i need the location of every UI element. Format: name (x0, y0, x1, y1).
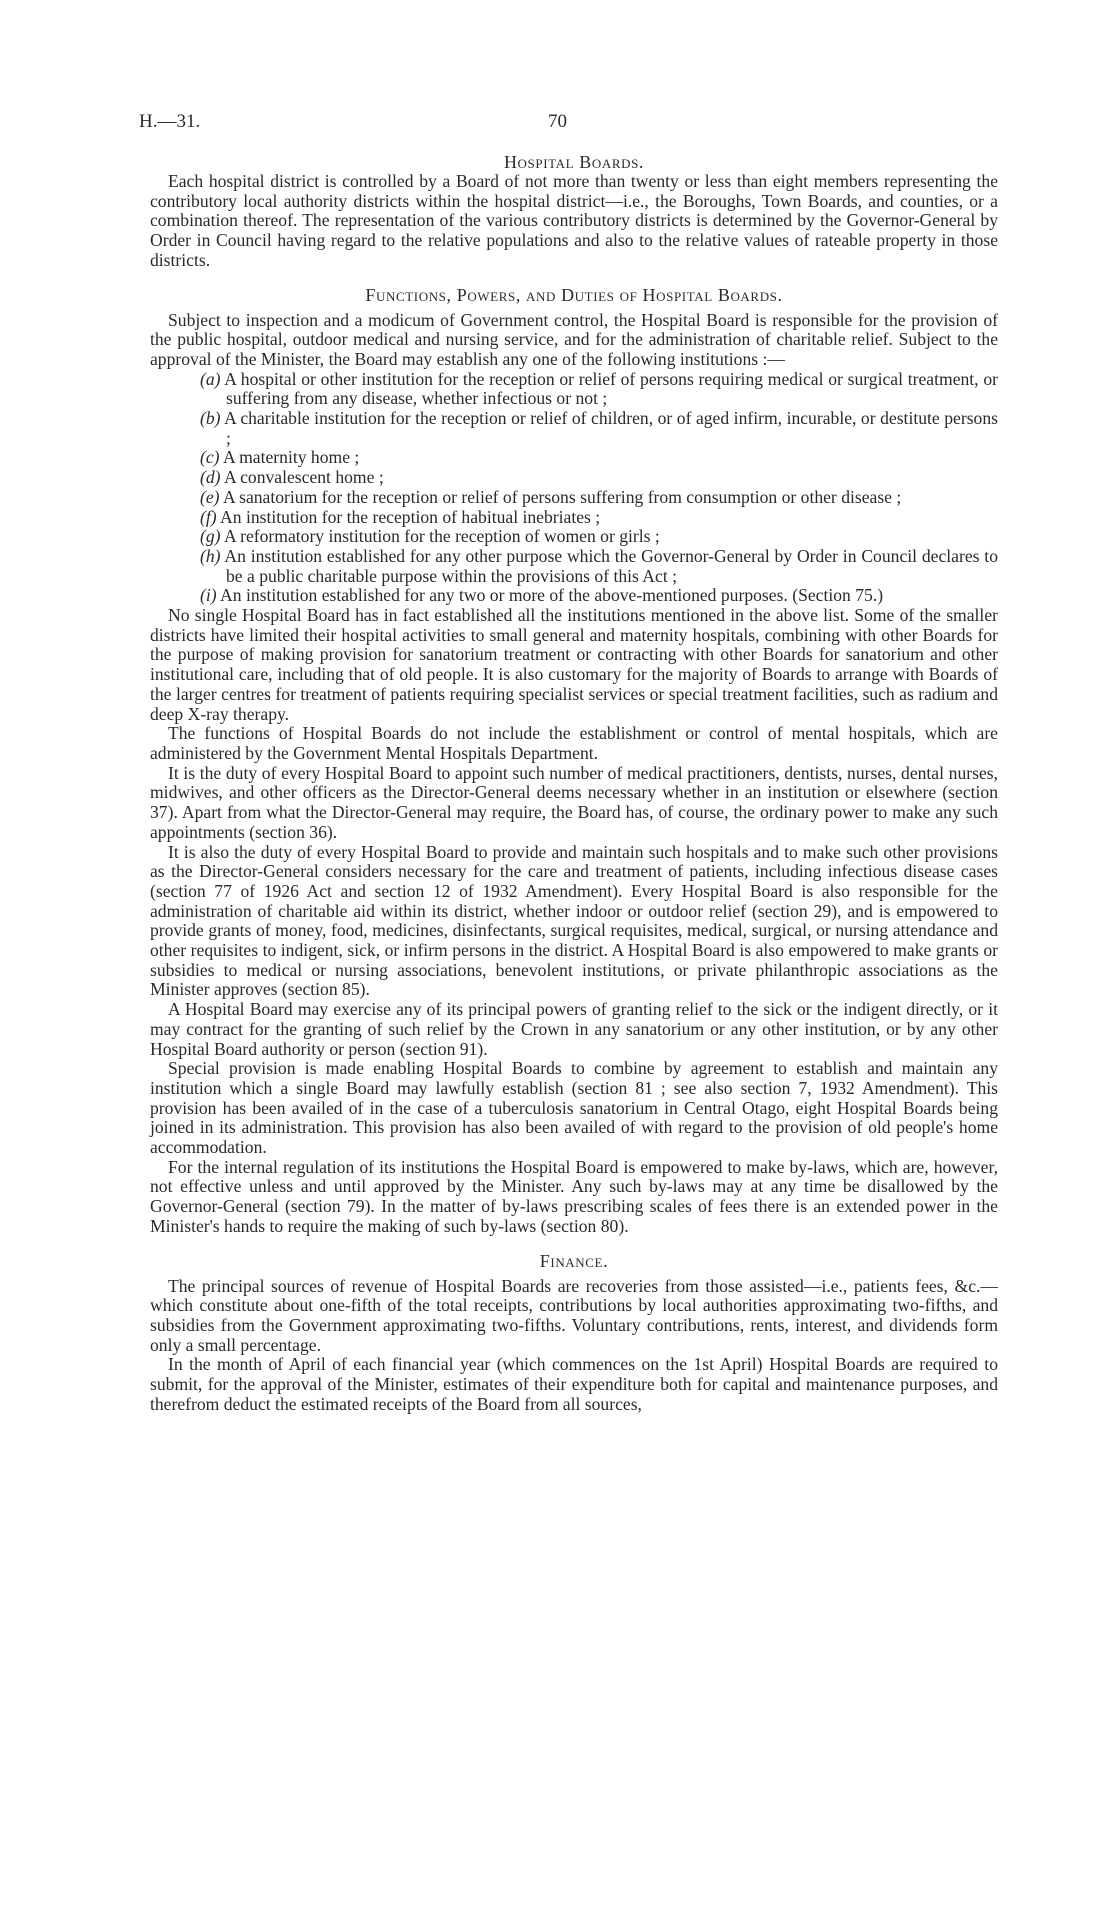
paragraph: The functions of Hospital Boards do not include the establishment or control of mental hospitals, which are administered by the Government Mental Hospitals Department. (150, 723, 998, 763)
list-item (150, 448, 998, 468)
institutions-list (150, 370, 998, 606)
section-heading-finance: Finance. (539, 1250, 609, 1271)
list-item (150, 409, 998, 448)
list-item-text: A sanatorium for the reception or relief of persons suffering from consumption or other disease ; (222, 486, 902, 507)
paragraph: Special provision is made enabling Hospital Boards to combine by agreement to establish and maintain any institution which a single Board may lawfully establish (section 81 ; see also section 7, 1932 Amendment). This provision has been availed of in the case of a tuberculosis sanatorium in Central Otago, eight Hospital Boards being joined in its administration. This provision has also been availed of with regard to the provision of old people's home accommodation. (150, 1058, 998, 1158)
paragraph: Each hospital district is controlled by a Board of not more than twenty or less than eight members representing the contributory local authority districts within the hospital district—i.e., the Boroughs, Town Boards, and counties, or a combination thereof. The representation of the various contributory districts is determined by the Governor-General by Order in Council having regard to the relative populations and also to the relative values of rateable property in those districts. (150, 171, 998, 270)
list-item-text: A charitable institution for the reception or relief of children, or of aged infirm, incurable, or destitute persons ; (224, 408, 998, 448)
list-marker: (b) (200, 408, 221, 429)
list-item-text: A hospital or other institution for the reception or relief of persons requiring medical or surgical treatment, or suffering from any disease, whether infectious or not ; (224, 368, 998, 409)
list-marker: (a) (200, 368, 221, 389)
list-item (150, 527, 998, 547)
section-heading-functions: Functions, Powers, and Duties of Hospital Boards. (365, 284, 783, 305)
list-item-text: A maternity home ; (222, 447, 360, 468)
list-marker: (c) (200, 447, 220, 468)
list-item-text: An institution established for any two or more of the above-mentioned purposes. (Section 75.) (220, 585, 884, 606)
running-header (139, 111, 998, 152)
section-heading-hospital-boards: Hospital Boards. (503, 152, 645, 172)
paragraph: Subject to inspection and a modicum of Government control, the Hospital Board is responsible for the provision of the public hospital, outdoor medical and nursing service, and for the administration of charitable relief. Subject to the approval of the Minister, the Board may establish any one of the following institutions :— (150, 309, 998, 369)
paragraph: It is also the duty of every Hospital Board to provide and maintain such hospitals and to make such other provisions as the Director-General considers necessary for the care and treatment of patients, including infectious disease cases (section 77 of 1926 Act and section 12 of 1932 Amendment). Every Hospital Board is also responsible for the administration of charitable aid within its district, whether indoor or outdoor relief (section 29), and is empowered to provide grants of money, food, medicines, disinfectants, surgical requisites, medical, surgical, or nursing attendance and other requisites to indigent, sick, or infirm persons in the district. A Hospital Board is also empowered to make grants or subsidies to medical or nursing associations, benevolent institutions, or private philanthropic associations as the Minister approves (section 85). (150, 841, 998, 1000)
page-number: 70 (548, 111, 567, 132)
list-item-text: An institution for the reception of habitual inebriates ; (220, 506, 601, 527)
paragraph: For the internal regulation of its institutions the Hospital Board is empowered to make by-laws, which are, however, not effective unless and until approved by the Minister. Any such by-laws may at any time be disallowed by the Governor-General (section 79). In the matter of by-laws prescribing scales of fees there is an extended power in the Minister's hands to require the making of such by-laws (section 80). (150, 1156, 998, 1236)
list-item (150, 547, 998, 586)
list-marker: (d) (200, 467, 221, 488)
list-marker: (f) (200, 506, 217, 527)
document-reference: H.—31. (139, 111, 201, 132)
list-item-text: A reformatory institution for the reception of women or girls ; (223, 526, 660, 547)
list-item-text: An institution established for any other purpose which the Governor-General by Order in Council declares to be a public charitable purpose within the provisions of this Act ; (224, 545, 998, 586)
list-marker: (g) (200, 526, 221, 547)
list-item-text: A convalescent home ; (223, 467, 384, 488)
list-item (150, 586, 998, 606)
paragraph: The principal sources of revenue of Hospital Boards are recoveries from those assisted—i.e., patients fees, &c.—which constitute about one-fifth of the total receipts, contributions by local authorities approximating two-fifths, and subsidies from the Government approximating two-fifths. Voluntary contributions, rents, interest, and dividends form only a small percentage. (150, 1275, 998, 1355)
paragraph: No single Hospital Board has in fact established all the institutions mentioned in the above list. Some of the smaller districts have limited their hospital activities to small general and maternity hospitals, combining with other Boards for the purpose of making provision for sanatorium treatment or contracting with other Boards for sanatorium and other institutional care, including that of old people. It is also customary for the majority of Boards to arrange with Boards of the larger centres for treatment of patients requiring specialist services or special treatment facilities, such as radium and deep X-ray therapy. (150, 605, 998, 724)
list-item (150, 468, 998, 488)
paragraph: It is the duty of every Hospital Board to appoint such number of medical practitioners, dentists, nurses, dental nurses, midwives, and other officers as the Director-General deems necessary whether in an institution or elsewhere (section 37). Apart from what the Director-General may require, the Board has, of course, the ordinary power to make any such appointments (section 36). (150, 762, 998, 842)
paragraph: In the month of April of each financial year (which commences on the 1st April) Hospital Boards are required to submit, for the approval of the Minister, estimates of their expenditure both for capital and maintenance purposes, and therefrom deduct the estimated receipts of the Board from all sources, (150, 1354, 998, 1414)
paragraph: A Hospital Board may exercise any of its principal powers of granting relief to the sick or the indigent directly, or it may contract for the granting of such relief by the Crown in any sanatorium or any other institution, or by any other Hospital Board authority or person (section 91). (150, 999, 998, 1059)
list-marker: (e) (200, 486, 220, 507)
list-item (150, 508, 998, 528)
list-item (150, 488, 998, 508)
list-marker: (h) (200, 545, 221, 566)
list-item (150, 370, 998, 409)
list-marker: (i) (200, 585, 217, 606)
